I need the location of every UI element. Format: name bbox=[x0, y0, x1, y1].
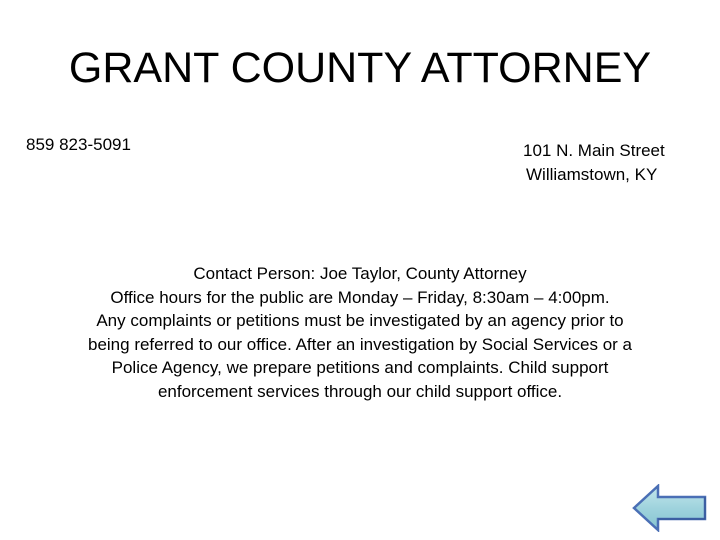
phone-number: 859 823-5091 bbox=[26, 135, 131, 154]
body-line: Any complaints or petitions must be investigated by an agency prior to bbox=[96, 311, 624, 330]
body-line: Police Agency, we prepare petitions and complaints. Child support bbox=[111, 358, 609, 377]
left-arrow-icon[interactable] bbox=[632, 484, 708, 532]
body-line: enforcement services through our child support office. bbox=[157, 381, 563, 401]
page-title: GRANT COUNTY ATTORNEY bbox=[68, 44, 652, 92]
body-line: Contact Person: Joe Taylor, County Attorney bbox=[193, 264, 527, 283]
address-block bbox=[523, 139, 665, 187]
address-street: 101 N. Main Street bbox=[523, 141, 665, 160]
address-city: Williamstown, KY bbox=[526, 165, 658, 184]
body-line: Office hours for the public are Monday – Friday, 8:30am – 4:00pm. bbox=[110, 287, 610, 307]
contact-description bbox=[20, 262, 700, 403]
body-line: being referred to our office. After an investigation by Social Services or a bbox=[88, 334, 632, 354]
back-button[interactable] bbox=[632, 484, 708, 532]
